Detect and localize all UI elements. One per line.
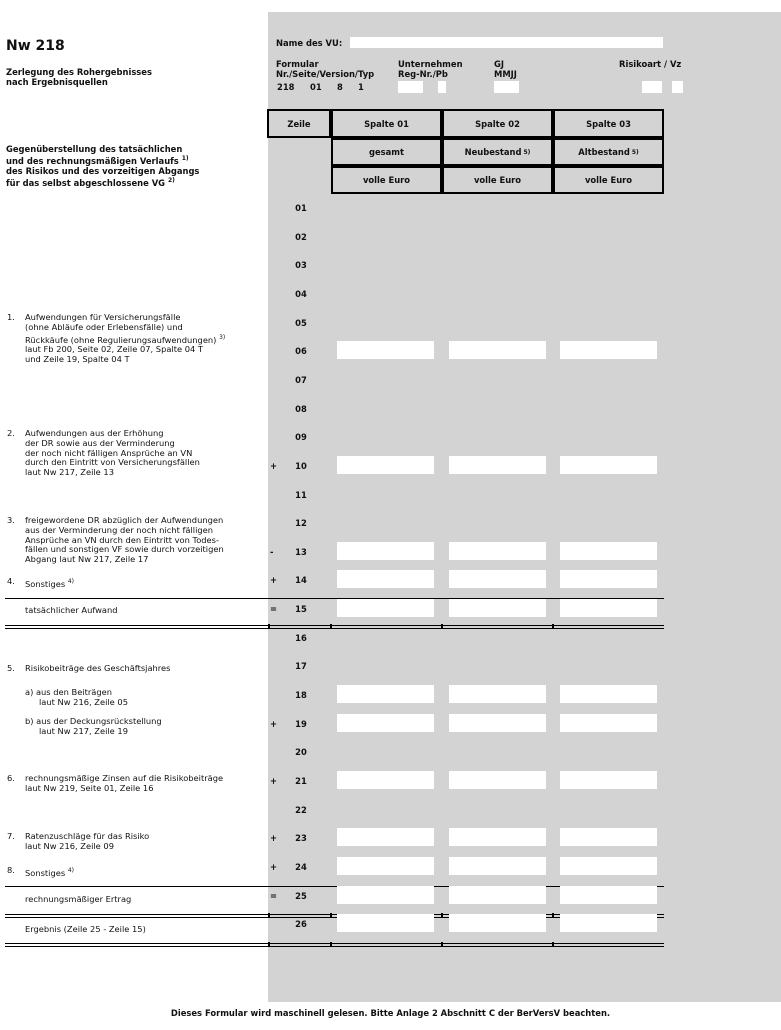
column-tick — [330, 913, 332, 918]
label-line: (ohne Abläufe oder Erlebensfälle) und — [25, 321, 183, 332]
footnote-ref: 5) — [523, 148, 531, 156]
row-number-01: 01 — [295, 203, 307, 213]
row-sign: + — [270, 461, 278, 471]
col-altbestand-header — [553, 138, 664, 166]
row-number-09: 09 — [295, 432, 307, 442]
row-number-10: 10 — [295, 461, 307, 471]
cell-input-row-14-col-01[interactable] — [337, 570, 434, 588]
reg-nr-input[interactable] — [398, 81, 423, 93]
row-number-12: 12 — [295, 518, 307, 528]
label-line: freigewordene DR abzüglich der Aufwendungen — [25, 515, 224, 525]
cell-input-row-23-col-01[interactable] — [337, 828, 434, 846]
cell-input-row-21-col-02[interactable] — [449, 771, 546, 789]
item-number: 7. — [7, 831, 15, 841]
label-line: Risikobeiträge des Geschäftsjahres — [25, 663, 171, 673]
cell-input-row-18-col-02[interactable] — [449, 685, 546, 703]
row-sign: + — [270, 719, 278, 729]
row-sign: + — [270, 575, 278, 585]
cell-input-row-21-col-01[interactable] — [337, 771, 434, 789]
formular-nr: 218 — [277, 82, 295, 92]
label-line: Ergebnis (Zeile 25 - Zeile 15) — [25, 924, 146, 934]
label-line: aus der Deckungsrückstellung — [36, 716, 162, 726]
row-number-06: 06 — [295, 346, 307, 356]
item-number: 4. — [7, 576, 15, 586]
label-line: laut Nw 217, Zeile 19 — [39, 725, 128, 736]
section-line: des Risikos und des vorzeitigen Abgangs — [6, 165, 200, 176]
column-tick — [552, 624, 554, 629]
row-sign: + — [270, 776, 278, 786]
cell-input-row-26-col-03[interactable] — [560, 914, 657, 932]
cell-input-row-24-col-03[interactable] — [560, 857, 657, 875]
label-line: Aufwendungen aus der Erhöhung — [25, 428, 164, 438]
col-spalte-01-header: Spalte 01 — [331, 109, 442, 138]
label-line: Rückkäufe (ohne Regulierungsaufwendungen) — [25, 334, 217, 345]
footnote-ref: 5) — [631, 148, 639, 156]
row-number-14: 14 — [295, 575, 307, 585]
cell-input-row-13-col-01[interactable] — [337, 542, 434, 560]
row-number-11: 11 — [295, 490, 307, 500]
cell-input-row-14-col-02[interactable] — [449, 570, 546, 588]
cell-input-row-10-col-01[interactable] — [337, 456, 434, 474]
vz-input[interactable] — [672, 81, 683, 93]
item-number: 3. — [7, 515, 15, 525]
cell-input-row-18-col-01[interactable] — [337, 685, 434, 703]
row-number-19: 19 — [295, 719, 307, 729]
label-line: Sonstiges — [25, 867, 66, 878]
formular-label-2: Nr./Seite/Version/Typ — [276, 69, 375, 79]
cell-input-row-06-col-01[interactable] — [337, 341, 434, 359]
cell-input-row-13-col-03[interactable] — [560, 542, 657, 560]
cell-input-row-15-col-01[interactable] — [337, 599, 434, 617]
cell-input-row-21-col-03[interactable] — [560, 771, 657, 789]
label-line: laut Fb 200, Seite 02, Zeile 07, Spalte 04 T — [25, 344, 203, 355]
column-tick — [330, 942, 332, 947]
row-sign: - — [270, 547, 274, 557]
cell-input-row-10-col-03[interactable] — [560, 456, 657, 474]
footer-note: Dieses Formular wird maschinell gelesen. Bitte Anlage 2 Abschnitt C der BerVersV beachten. — [170, 1008, 611, 1018]
section-line: Gegenüberstellung des tatsächlichen — [6, 144, 183, 154]
label-line: aus der Verminderung der noch nicht fälligen — [25, 524, 214, 535]
item-number: 2. — [7, 428, 15, 438]
row-number-15: 15 — [295, 604, 307, 614]
section-line: und des rechnungsmäßigen Verlaufs — [6, 155, 179, 166]
column-tick — [330, 624, 332, 629]
double-line-bottom — [5, 628, 664, 629]
row-number-22: 22 — [295, 805, 307, 815]
col-spalte-03-header: Spalte 03 — [553, 109, 664, 138]
label-line: der DR sowie aus der Verminderung — [25, 437, 175, 448]
col-unit-01: volle Euro — [331, 166, 442, 194]
footnote-ref: 4) — [67, 867, 74, 874]
cell-input-row-06-col-03[interactable] — [560, 341, 657, 359]
gj-label-1: GJ — [494, 59, 504, 69]
cell-input-row-19-col-03[interactable] — [560, 714, 657, 732]
row-number-24: 24 — [295, 862, 307, 872]
row-number-20: 20 — [295, 747, 307, 757]
row-number-18: 18 — [295, 690, 307, 700]
section-heading — [6, 144, 256, 188]
row-number-03: 03 — [295, 260, 307, 270]
label-line: der noch nicht fälligen Ansprüche an VN — [25, 447, 193, 458]
row-number-07: 07 — [295, 375, 307, 385]
row-number-17: 17 — [295, 661, 307, 671]
column-tick — [441, 913, 443, 918]
row-number-04: 04 — [295, 289, 307, 299]
col-zeile-header: Zeile — [267, 109, 331, 138]
cell-input-row-19-col-02[interactable] — [449, 714, 546, 732]
cell-input-row-15-col-03[interactable] — [560, 599, 657, 617]
formular-label-1: Formular — [276, 59, 319, 69]
label-line: und Zeile 19, Spalte 04 T — [25, 353, 130, 364]
footnote-ref: 4) — [67, 578, 74, 585]
row-number-23: 23 — [295, 833, 307, 843]
column-tick — [268, 942, 270, 947]
cell-input-row-26-col-01[interactable] — [337, 914, 434, 932]
col-type-label: gesamt — [368, 147, 405, 157]
cell-input-row-13-col-02[interactable] — [449, 542, 546, 560]
cell-input-row-24-col-01[interactable] — [337, 857, 434, 875]
label-line: laut Nw 216, Zeile 09 — [25, 840, 114, 851]
cell-input-row-15-col-02[interactable] — [449, 599, 546, 617]
column-tick — [268, 913, 270, 918]
double-line-bottom — [5, 946, 664, 947]
label-line: Aufwendungen für Versicherungsfälle — [25, 312, 181, 322]
item-number: a) — [25, 687, 34, 697]
row-sign: = — [270, 604, 278, 614]
label-line: laut Nw 219, Seite 01, Zeile 16 — [25, 782, 154, 793]
cell-input-row-24-col-02[interactable] — [449, 857, 546, 875]
column-tick — [441, 624, 443, 629]
form-subtitle — [6, 67, 256, 87]
column-tick — [441, 942, 443, 947]
col-unit-02: volle Euro — [442, 166, 553, 194]
item-number: 8. — [7, 865, 15, 875]
label-line: durch den Eintritt von Versicherungsfällen — [25, 457, 200, 468]
col-type-label: Neubestand — [464, 147, 522, 157]
row-number-26: 26 — [295, 919, 307, 929]
unternehmen-label-2: Reg-Nr./Pb — [398, 69, 448, 79]
risikoart-input[interactable] — [642, 81, 662, 93]
col-neubestand-header — [442, 138, 553, 166]
double-line-top — [5, 625, 664, 626]
col-unit-03: volle Euro — [553, 166, 664, 194]
item-number: b) — [25, 716, 34, 726]
cell-input-row-18-col-03[interactable] — [560, 685, 657, 703]
name-input[interactable] — [350, 37, 663, 48]
item-number: 1. — [7, 312, 15, 322]
section-line: für das selbst abgeschlossene VG — [6, 177, 166, 188]
cell-input-row-10-col-02[interactable] — [449, 456, 546, 474]
row-sign: + — [270, 833, 278, 843]
formular-typ: 1 — [358, 82, 364, 92]
column-tick — [268, 624, 270, 629]
gj-input[interactable] — [494, 81, 519, 93]
label-line: Ratenzuschläge für das Risiko — [25, 831, 150, 841]
label-line: laut Nw 216, Zeile 05 — [39, 696, 128, 707]
row-number-08: 08 — [295, 404, 307, 414]
label-line: aus den Beiträgen — [35, 687, 113, 697]
label-line: fällen und sonstigen VF sowie durch vorzeitigen — [25, 544, 224, 555]
col-gesamt-header — [331, 138, 442, 166]
row-number-05: 05 — [295, 318, 307, 328]
label-line: rechnungsmäßige Zinsen auf die Risikobeiträge — [25, 773, 224, 783]
cell-input-row-25-col-02[interactable] — [449, 886, 546, 904]
gj-label-2: MMJJ — [494, 69, 517, 79]
row-number-16: 16 — [295, 633, 307, 643]
col-type-label: Altbestand — [578, 147, 630, 157]
cell-input-row-06-col-02[interactable] — [449, 341, 546, 359]
footnote-ref: 2) — [167, 176, 175, 184]
row-number-13: 13 — [295, 547, 307, 557]
col-spalte-02-header: Spalte 02 — [442, 109, 553, 138]
label-line: Ansprüche an VN durch den Eintritt von Todes- — [25, 534, 219, 545]
cell-input-row-14-col-03[interactable] — [560, 570, 657, 588]
form-subtitle-line2: nach Ergebnisquellen — [6, 77, 108, 87]
name-label: Name des VU: — [276, 38, 343, 48]
label-line: tatsächlicher Aufwand — [25, 605, 118, 615]
item-number: 5. — [7, 663, 15, 673]
footnote-ref: 1) — [181, 155, 189, 162]
row-sign: + — [270, 862, 278, 872]
column-tick — [552, 942, 554, 947]
risikoart-label: Risikoart / Vz — [619, 59, 682, 69]
row-number-02: 02 — [295, 232, 307, 242]
pb-input[interactable] — [438, 81, 446, 93]
cell-input-row-23-col-03[interactable] — [560, 828, 657, 846]
label-line: Abgang laut Nw 217, Zeile 17 — [25, 554, 149, 565]
cell-input-row-26-col-02[interactable] — [449, 914, 546, 932]
row-number-25: 25 — [295, 891, 307, 901]
cell-input-row-23-col-02[interactable] — [449, 828, 546, 846]
label-line: rechnungsmäßiger Ertrag — [25, 894, 132, 904]
unternehmen-label-1: Unternehmen — [398, 59, 463, 69]
double-line-top — [5, 943, 664, 944]
label-line: Sonstiges — [25, 578, 66, 589]
column-tick — [552, 913, 554, 918]
label-line: laut Nw 217, Zeile 13 — [25, 467, 114, 478]
formular-seite: 01 — [310, 82, 322, 92]
form-subtitle-line1: Zerlegung des Rohergebnisses — [6, 67, 152, 77]
cell-input-row-25-col-03[interactable] — [560, 886, 657, 904]
cell-input-row-25-col-01[interactable] — [337, 886, 434, 904]
form-code: Nw 218 — [6, 38, 65, 54]
footnote-ref: 3) — [219, 333, 226, 341]
row-sign: = — [270, 891, 278, 901]
row-number-21: 21 — [295, 776, 307, 786]
cell-input-row-19-col-01[interactable] — [337, 714, 434, 732]
formular-version: 8 — [337, 82, 343, 92]
item-number: 6. — [7, 773, 15, 783]
